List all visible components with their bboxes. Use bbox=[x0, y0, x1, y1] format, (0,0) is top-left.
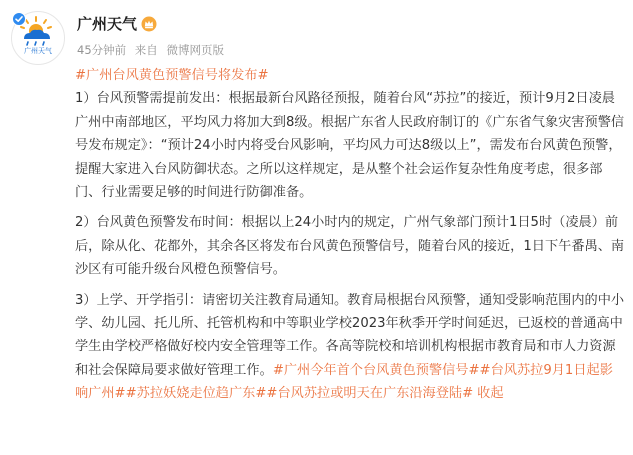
topic-tag-title[interactable]: #广州台风黄色预警信号将发布# bbox=[75, 68, 269, 83]
topic-tag[interactable]: #台风苏拉或明天在广东沿海登陆# bbox=[266, 386, 474, 402]
paragraph-1: 1）台风预警需提前发出：根据最新台风路径预报，随着台风“苏拉”的接近，预计9月2日凌晨广州中南部地区，平均风力将加大到8级。根据广东省人民政府制订的《广东省气象灾害预警信号发布规定》：“预计24小时内将受台风影响，平均风力可达8级以上”，需发布台风黄色预警，提醒大家进入台风防御状态。之所以这样规定，是从整个社会运作复杂性角度考虑，很多部门、行业需要足够的时间进行防御准备。 bbox=[75, 91, 625, 201]
post-time[interactable]: 45分钟前 bbox=[77, 43, 127, 57]
blue-verified-icon bbox=[12, 12, 26, 26]
topic-tag[interactable]: #苏拉妖娆走位趋广东# bbox=[125, 386, 267, 402]
paragraph-3: 3）上学、开学指引：请密切关注教育局通知。教育局根据台风预警，通知受影响范围内的中小学、幼儿园、托儿所、托管机构和中等职业学校2023年秋季开学时间延迟，已返校的普通高中学生由学校严格做好校内安全管理等工作。各高等院校和培训机构根据市教育局和市人力资源和社会保障局要求做好管理工作。 bbox=[75, 292, 625, 378]
post-source[interactable]: 微博网页版 bbox=[166, 43, 224, 57]
paragraph-3-with-tags bbox=[75, 289, 625, 406]
post-content bbox=[75, 64, 625, 406]
avatar-caption: 广州天气 bbox=[24, 47, 52, 55]
title-tag-line bbox=[75, 64, 625, 87]
crown-badge-icon[interactable] bbox=[141, 16, 157, 32]
user-name[interactable]: 广州天气 bbox=[77, 15, 138, 33]
post-meta bbox=[77, 42, 224, 58]
paragraph-2: 2）台风黄色预警发布时间：根据以上24小时内的规定，广州气象部门预计1日5时（凌晨）前后，除从化、花都外，其余各区将发布台风黄色预警信号，随着台风的接近，1日下午番禺、南沙区有可能升级台风橙色预警信号。 bbox=[75, 215, 625, 278]
header-name-row bbox=[77, 13, 157, 35]
avatar[interactable] bbox=[11, 11, 65, 65]
collapse-link[interactable]: 收起 bbox=[477, 386, 504, 402]
topic-tag[interactable]: #台风苏拉9月1日起影响广州# bbox=[75, 362, 613, 402]
topic-tag[interactable]: #广州今年首个台风黄色预警信号# bbox=[272, 362, 480, 378]
source-prefix: 来自 bbox=[134, 43, 158, 57]
